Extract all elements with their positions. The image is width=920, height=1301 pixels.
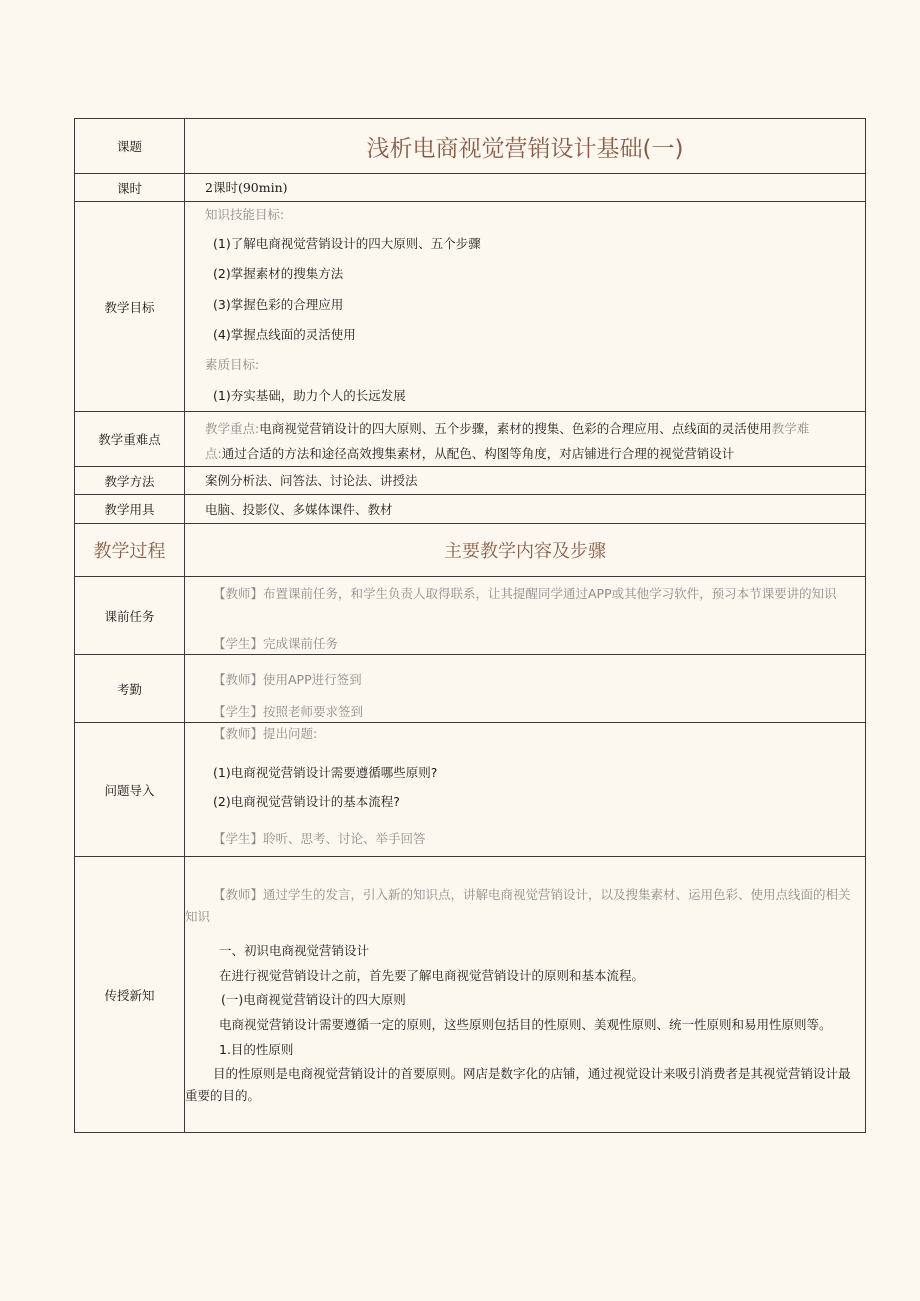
row-intro [75, 723, 866, 857]
new-knowledge-teacher: 【教师】通过学生的发言，引入新的知识点，讲解电商视觉营销设计，以及搜集素材、运用色彩、使用点线面的相关知识 [185, 887, 851, 924]
label-objectives: 教学目标 [75, 202, 185, 412]
quality-heading: 素质目标: [205, 357, 260, 372]
tools-value: 电脑、投影仪、多媒体课件、教材 [205, 502, 393, 517]
focus-text: 电商视觉营销设计的四大原则、五个步骤，素材的搜集、色彩的合理应用、点线面的灵活使用 [259, 421, 772, 436]
objective-item: (2)掌握素材的搜集方法 [213, 266, 344, 281]
paragraph: 电商视觉营销设计需要遵循一定的原则，这些原则包括目的性原则、美观性原则、统一性原则和易用性原则等。 [219, 1017, 832, 1032]
row-attendance [75, 655, 866, 723]
label-tools: 教学用具 [75, 495, 185, 524]
method-value: 案例分析法、问答法、讨论法、讲授法 [205, 473, 418, 488]
row-pre-task [75, 577, 866, 655]
difficulty-tag: 教学难 [771, 421, 810, 436]
course-title: 浅析电商视觉营销设计基础(一) [185, 119, 866, 174]
label-attendance: 考勤 [75, 655, 185, 723]
attendance-teacher: 【教师】使用APP进行签到 [213, 672, 362, 687]
row-method [75, 467, 866, 495]
lesson-plan-table [74, 118, 866, 1133]
intro-student: 【学生】聆听、思考、讨论、举手回答 [213, 831, 426, 846]
label-pre-task: 课前任务 [75, 577, 185, 655]
intro-question: (2)电商视觉营销设计的基本流程? [213, 794, 400, 809]
row-title [75, 119, 866, 174]
row-hours [75, 174, 866, 202]
process-label: 教学过程 [75, 524, 185, 577]
label-new-knowledge: 传授新知 [75, 857, 185, 1133]
paragraph: 目的性原则是电商视觉营销设计的首要原则。网店是数字化的店铺，通过视觉设计来吸引消费者是其视觉营销设计最重要的目的。 [185, 1066, 851, 1103]
label-hours: 课时 [75, 174, 185, 202]
paragraph: 在进行视觉营销设计之前，首先要了解电商视觉营销设计的原则和基本流程。 [219, 968, 645, 983]
row-objectives [75, 202, 866, 412]
section-heading: 一、初识电商视觉营销设计 [219, 943, 370, 958]
quality-item: (1)夯实基础，助力个人的长远发展 [213, 388, 406, 403]
label-keypoints: 教学重难点 [75, 412, 185, 467]
row-tools [75, 495, 866, 524]
row-keypoints [75, 412, 866, 467]
objective-item: (4)掌握点线面的灵活使用 [213, 327, 356, 342]
focus-tag: 教学重点: [205, 421, 260, 436]
pre-task-teacher: 【教师】布置课前任务，和学生负责人取得联系，让其提醒同学通过APP或其他学习软件，预习本节课要讲的知识 [213, 586, 837, 601]
hours-value: 2课时(90min) [205, 180, 288, 195]
subsection-heading: (一)电商视觉营销设计的四大原则 [221, 992, 406, 1007]
intro-question: (1)电商视觉营销设计需要遵循哪些原则? [213, 765, 438, 780]
subsection-heading: 1.目的性原则 [219, 1042, 294, 1057]
label-title: 课题 [75, 119, 185, 174]
label-method: 教学方法 [75, 467, 185, 495]
row-process-header [75, 524, 866, 577]
row-new-knowledge [75, 857, 866, 1133]
label-intro: 问题导入 [75, 723, 185, 857]
process-heading: 主要教学内容及步骤 [185, 524, 866, 577]
knowledge-heading: 知识技能目标: [205, 207, 285, 222]
objective-item: (3)掌握色彩的合理应用 [213, 297, 344, 312]
objective-item: (1)了解电商视觉营销设计的四大原则、五个步骤 [213, 236, 481, 251]
pre-task-student: 【学生】完成课前任务 [213, 636, 339, 651]
difficulty-tag-cont: 点: [205, 446, 222, 461]
difficulty-text: 通过合适的方法和途径高效搜集素材，从配色、构图等角度，对店铺进行合理的视觉营销设计 [221, 446, 735, 461]
attendance-student: 【学生】按照老师要求签到 [213, 704, 364, 719]
intro-teacher: 【教师】提出问题: [213, 726, 318, 741]
